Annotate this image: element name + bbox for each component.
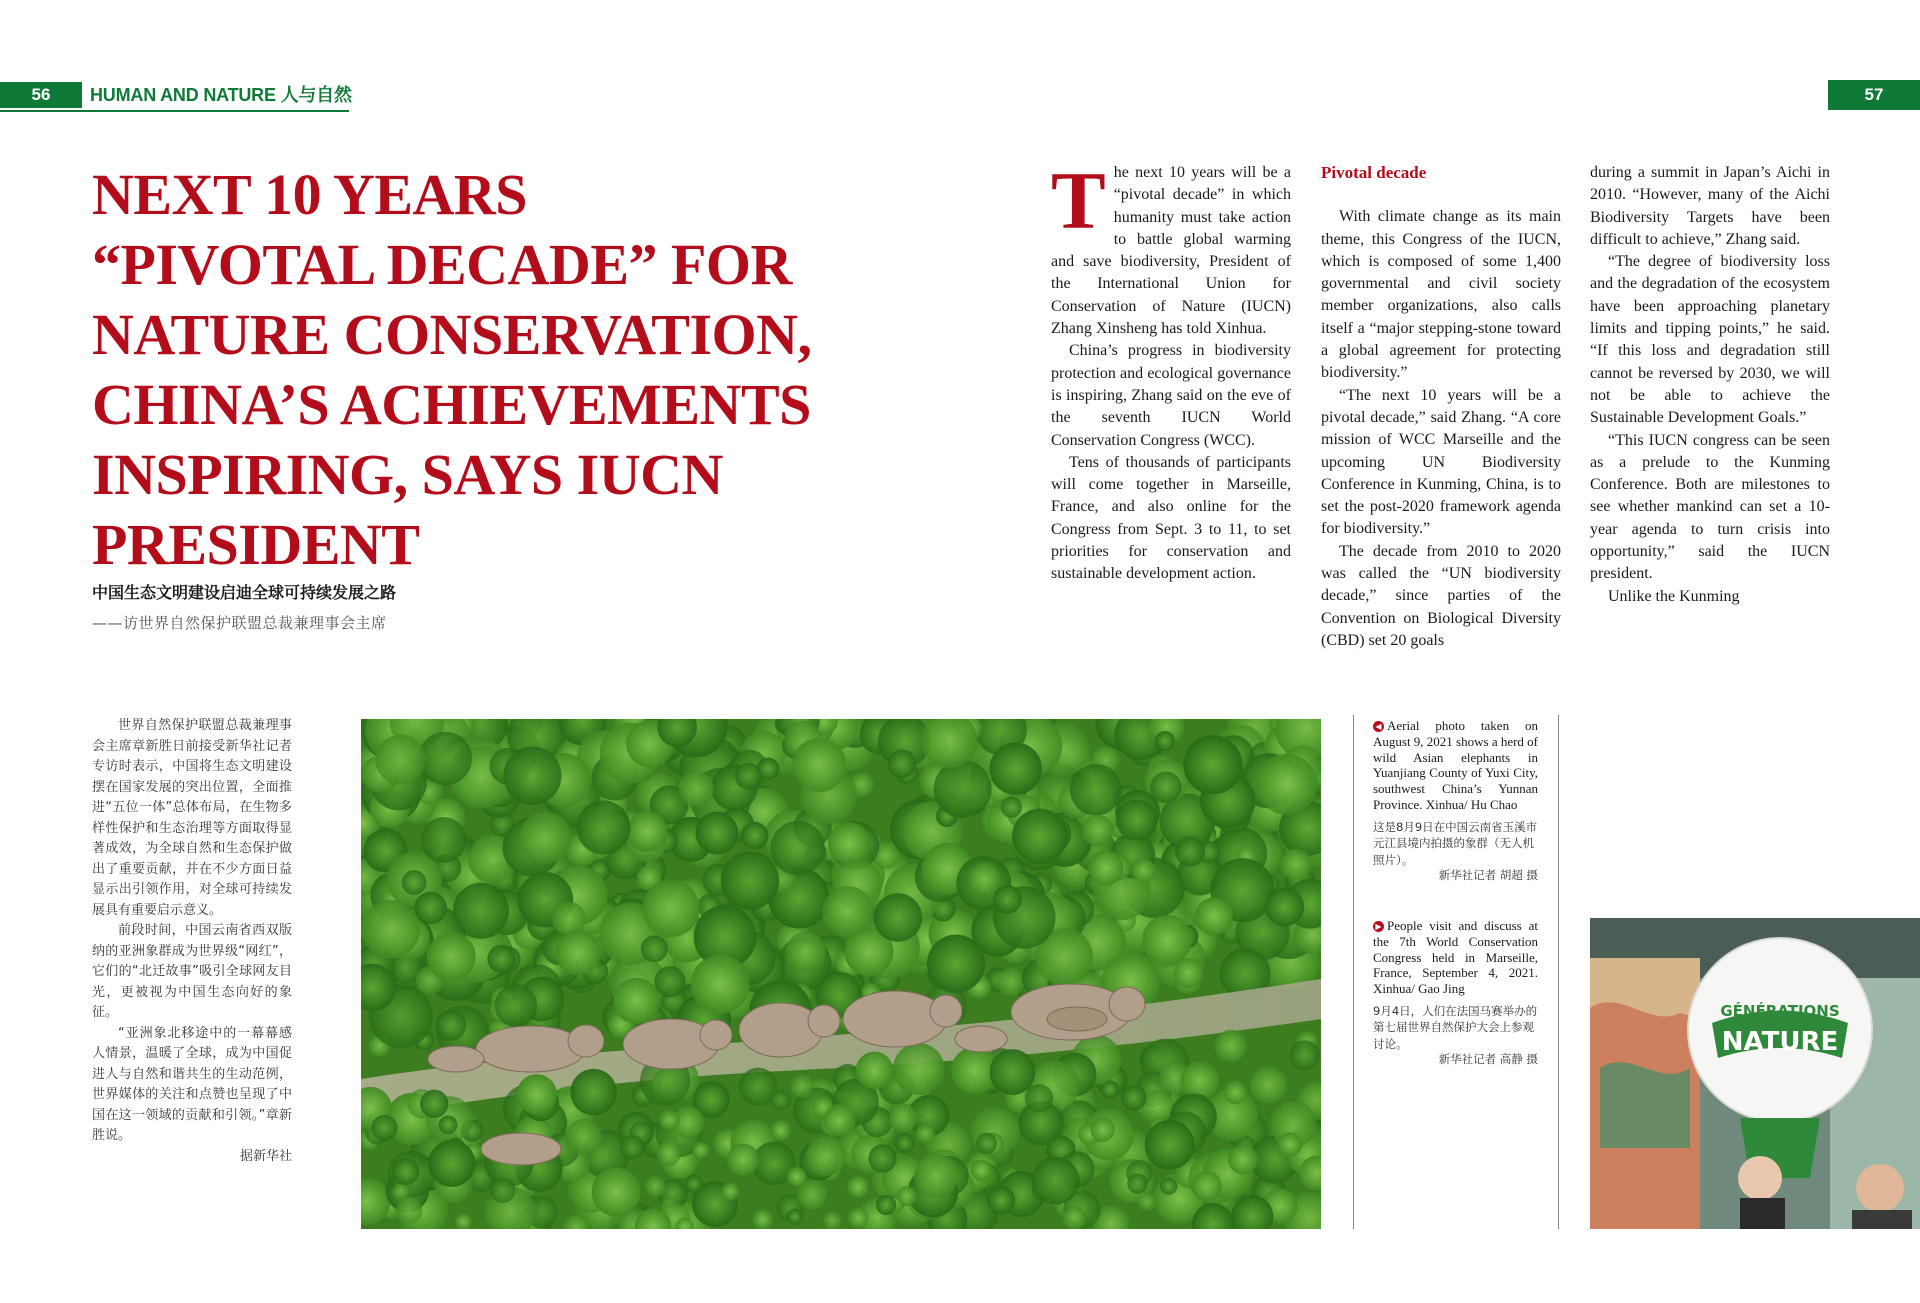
headline-line: PRESIDENT	[92, 512, 420, 577]
drop-cap: T	[1051, 162, 1106, 246]
cn-paragraph: 前段时间，中国云南省西双版纳的亚洲象群成为世界级“网红”，它们的“北迁故事”吸引全球网友目光，更被视为中国生态向好的象征。	[92, 923, 292, 1020]
article-paragraph: Tens of thousands of participants will come together in Marseille, France, and also online for the Congress from Sept. 3 to 11, to set priorities for conservation and sustainable development action.	[1051, 453, 1291, 583]
section-label: HUMAN AND NATURE 人与自然	[90, 85, 352, 105]
balloon-label-main: NATURE	[1721, 1027, 1839, 1057]
congress-illustration	[1590, 918, 1920, 1229]
caption-elephants	[1373, 718, 1538, 884]
elephant-herd-photo	[361, 719, 1321, 1229]
page-number-left: 56	[0, 82, 82, 108]
arrow-right-icon: ▶	[1373, 921, 1384, 932]
cn-paragraph: “亚洲象北移途中的一幕幕感人情景，温暖了全球，成为中国促进人与自然和谐共生的生动范例，世界媒体的关注和点赞也呈现了中国在这一领域的贡献和引领。”章新胜说。	[92, 1025, 292, 1143]
headline-line: CHINA’S ACHIEVEMENTS	[92, 372, 811, 437]
page-number-right: 57	[1828, 80, 1920, 110]
headline	[92, 160, 892, 580]
article-paragraph: Unlike the Kunming	[1608, 587, 1740, 605]
elephant-herd-illustration	[361, 719, 1321, 1229]
subtitle-chinese: 中国生态文明建设启迪全球可持续发展之路	[92, 583, 397, 602]
caption-divider-right	[1558, 715, 1559, 1229]
article-column-2	[1321, 162, 1561, 652]
arrow-left-icon: ◀	[1373, 721, 1384, 732]
caption-cn: 这是8月9日在中国云南省玉溪市元江县境内拍摄的象群（无人机照片）。	[1373, 819, 1538, 867]
article-paragraph: “The degree of biodiversity loss and the degradation of the ecosystem have been approaching planetary limits and tipping points,” he said. “If this loss and degradation still cannot be reversed by 2030, we will not be able to achieve the Sustainable Development Goals.”	[1590, 253, 1830, 427]
caption-en: People visit and discuss at the 7th World Conservation Congress held in Marseille, France, September 4, 2021. Xinhua/ Gao Jing	[1373, 918, 1538, 997]
article-paragraph: during a summit in Japan’s Aichi in 2010. “However, many of the Aichi Biodiversity Targets have been difficult to achieve,” Zhang said.	[1590, 164, 1830, 248]
article-paragraph: “The next 10 years will be a pivotal decade,” said Zhang. “A core mission of WCC Marseille and the upcoming UN Biodiversity Conference in Kunming, China, is to set the post-2020 framework agenda for biodiversity.”	[1321, 386, 1561, 538]
caption-credit: 新华社记者 胡超 摄	[1438, 868, 1538, 883]
headline-line: INSPIRING, SAYS IUCN	[92, 442, 723, 507]
caption-en: Aerial photo taken on August 9, 2021 shows a herd of wild Asian elephants in Yuanjiang County of Yuxi City, southwest China’s Yunnan Province. Xinhua/ Hu Chao	[1373, 718, 1539, 812]
article-paragraph: The decade from 2010 to 2020 was called the “UN biodiversity decade,” since parties of the Convention on Biological Diversity (CBD) set 20 goals	[1321, 542, 1561, 649]
cn-source: 据新华社	[239, 1148, 292, 1164]
cn-paragraph: 世界自然保护联盟总裁兼理事会主席章新胜日前接受新华社记者专访时表示，中国将生态文明建设摆在国家发展的突出位置，全面推进“五位一体”总体布局，在生物多样性保护和生态治理等方面取得显著成效，为全球自然和生态保护做出了重要贡献，并在不少方面日益显示出引领作用，对全球可持续发展具有重要启示意义。	[92, 718, 292, 918]
article-paragraph: With climate change as its main theme, this Congress of the IUCN, which is composed of some 1,400 governmental and civil society member organizations, also calls itself a “major stepping-stone toward a global agreement for protecting biodiversity.”	[1321, 208, 1561, 382]
subhead: Pivotal decade	[1321, 163, 1427, 182]
subtitle-chinese-secondary: ——访世界自然保护联盟总裁兼理事会主席	[92, 614, 387, 632]
headline-line: NATURE CONSERVATION,	[92, 302, 812, 367]
article-paragraph: China’s progress in biodiversity protection and ecological governance is inspiring, Zhang said on the eve of the seventh IUCN World Conservation Congress (WCC).	[1051, 342, 1291, 449]
header-rule-left	[0, 110, 349, 112]
chinese-sidebar	[92, 716, 292, 1167]
caption-divider-left	[1353, 715, 1354, 1229]
caption-congress	[1373, 918, 1538, 1068]
congress-photo	[1590, 918, 1920, 1229]
caption-cn: 9月4日，人们在法国马赛举办的第七届世界自然保护大会上参观讨论。	[1373, 1003, 1538, 1051]
article-column-1	[1051, 162, 1291, 652]
article-paragraph: he next 10 years will be a “pivotal decade” in which humanity must take action to battle global warming and save biodiversity, President of the International Union for Conservation of Nature (IUCN) Zhang Xinsheng has told Xinhua.	[1051, 164, 1291, 338]
article-column-3	[1590, 162, 1830, 652]
headline-line: NEXT 10 YEARS	[92, 162, 528, 227]
article-paragraph: “This IUCN congress can be seen as a prelude to the Kunming Conference. Both are milestones to see whether mankind can set a 10-year agenda to turn crisis into opportunity,” said the IUCN president.	[1590, 431, 1830, 583]
headline-line: “PIVOTAL DECADE” FOR	[92, 232, 792, 297]
caption-credit: 新华社记者 高静 摄	[1438, 1052, 1538, 1067]
balloon-label-top: GÉNÉRATIONS	[1720, 1002, 1840, 1020]
